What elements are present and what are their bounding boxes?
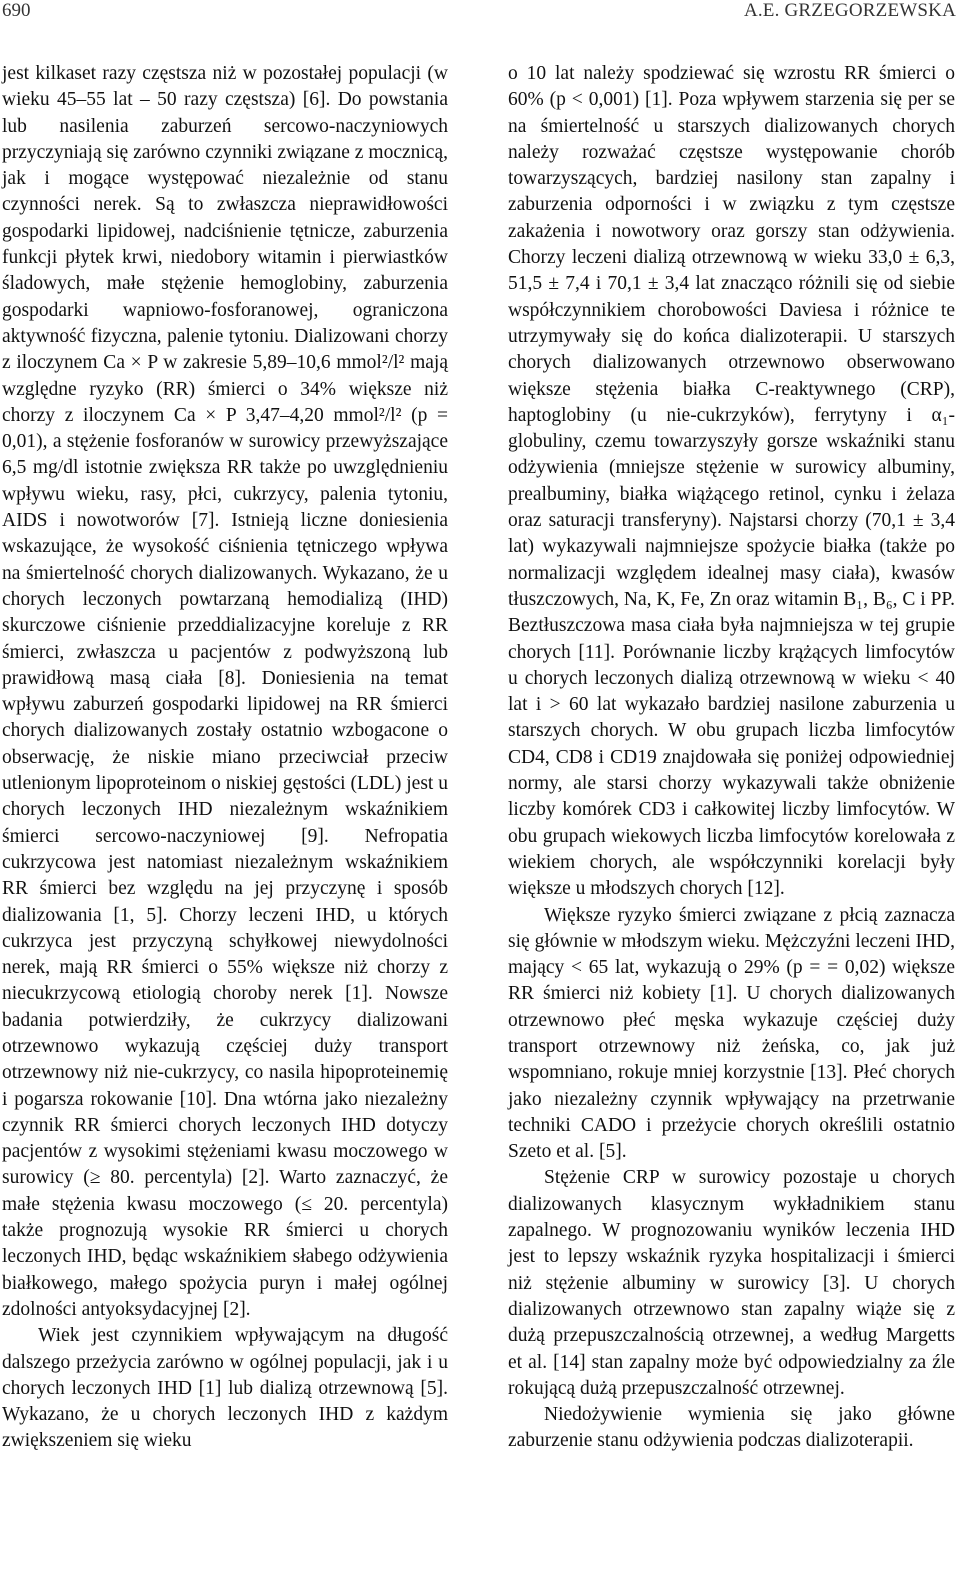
page-number: 690 [2,0,31,21]
body-paragraph: o 10 lat należy spodziewać się wzrostu RR śmierci o 60% (p < 0,001) [1]. Poza wpływem starzenia się per se na śmiertelność u starszych dializowanych chorych należy rozważać częstsze występowanie chorób towarzyszących, bardziej nasilony stan zapalny i zaburzenia odporności i w związku z tym częstsze zakażenia i nowotwory oraz gorszy stan odżywienia. Chorzy leczeni dializą otrzewnową w wieku 33,0 ± 6,3, 51,5 ± 7,4 i 70,1 ± 3,4 lat znacząco różnili się od siebie współczynnikiem chorobowości Daviesa i różnice te utrzymywały się do końca dializoterapii. U starszych chorych dializowanych otrzewnowo obserwowano większe stężenia białka C-reaktywnego (CRP), haptoglobiny (u nie-cukrzyków), ferrytyny i α₁-globuliny, czemu towarzyszyły gorsze wskaźniki stanu odżywienia (mniejsze stężenie w surowicy albuminy, prealbuminy, białka wiążącego retinol, cynku i żelaza oraz saturacji transferyny). Najstarsi chorzy (70,1 ± 3,4 lat) wykazywali najmniejsze spożycie białka (także po normalizacji względem idealnej masy ciała), kwasów tłuszczowych, Na, K, Fe, Zn oraz witamin B₁, B₆, C i PP. Beztłuszczowa masa ciała była najmniejsza w tej grupie chorych [11]. Porównanie liczby krążących limfocytów u chorych leczonych dializą otrzewnową w wieku < 40 lat i > 60 lat wykazało bardziej nasilone zaburzenia u starszych chorych. W obu grupach liczba limfocytów CD4, CD8 i CD19 znajdowała się poniżej odpowiedniej normy, ale starsi chorzy wykazywali także obniżenie liczby komórek CD3 i całkowitej liczby limfocytów. W obu grupach wiekowych liczba limfocytów korelowała z wiekiem chorych, ale współczynniki korelacji były większe u młodszych chorych [12]. [508,63,955,900]
body-paragraph: Stężenie CRP w surowicy pozostaje u chorych dializowanych klasycznym wykładnikiem stanu zapalnego. W prognozowaniu wyników leczenia IHD jest to lepszy wskaźnik ryzyka hospitalizacji i śmierci niż stężenie albuminy w surowicy [3]. U chorych dializowanych otrzewnowo stan zapalny wiąże się z dużą przepuszczalnością otrzewnej, a według Margetts et al. [14] stan zapalny może być odpowiedzialny za źle rokującą dużą przepuszczalność otrzewnej. [508,1167,955,1399]
page-header [2,0,956,24]
body-paragraph: jest kilkaset razy częstsza niż w pozostałej populacji (w wieku 45–55 lat – 50 razy częstsza) [6]. Do powstania lub nasilenia zaburzeń sercowo-naczyniowych przyczyniają się zarówno czynniki związane z mocznicą, jak i mogące występować niezależnie od stanu czynności nerek. Są to zwłaszcza nieprawidłowości gospodarki lipidowej, nadciśnienie tętnicze, zaburzenia funkcji płytek krwi, niedobory witamin i pierwiastków śladowych, małe stężenie hemoglobiny, zaburzenia gospodarki wapniowo-fosforanowej, ograniczona aktywność fizyczna, palenie tytoniu. Dializowani chorzy z iloczynem Ca × P w zakresie 5,89–10,6 mmol²/l² mają względne ryzyko (RR) śmierci o 34% większe niż chorzy z iloczynem Ca × P 3,47–4,20 mmol²/l² (p = 0,01), a stężenie fosforanów w surowicy przewyższające 6,5 mg/dl istotnie zwiększa RR także po uwzględnieniu wpływu wieku, rasy, płci, cukrzycy, palenia tytoniu, AIDS i nowotworów [7]. Istnieją liczne doniesienia wskazujące, że wysokość ciśnienia tętniczego wpływa na śmiertelność chorych dializowanych. Wykazano, że u chorych leczonych powtarzaną hemodializą (IHD) skurczowe ciśnienie przeddializacyjne koreluje z RR śmierci, zwłaszcza u pacjentów z podwyższoną lub prawidłową masą ciała [8]. Doniesienia na temat wpływu zaburzeń gospodarki lipidowej na RR śmierci chorych dializowanych zostały ostatnio wzbogacone o obserwację, że niskie miano przeciwciał przeciw utlenionym lipoproteinom o niskiej gęstości (LDL) jest u chorych leczonych IHD niezależnym wskaźnikiem śmierci sercowo-naczyniowej [9]. Nefropatia cukrzycowa jest natomiast niezależnym wskaźnikiem RR śmierci bez względu na jej przyczynę i sposób dializowania [1, 5]. Chorzy leczeni IHD, u których cukrzyca jest przyczyną schyłkowej niewydolności nerek, mają RR śmierci o 55% większe niż chorzy z niecukrzycową etiologią choroby nerek [1]. Nowsze badania potwierdziły, że cukrzycy dializowani otrzewnowo wykazują częściej duży transport otrzewnowy niż nie-cukrzycy, co nasila hipoproteinemię i pogarsza rokowanie [10]. Dna wtórna jako niezależny czynnik RR śmierci chorych leczonych IHD dotyczy pacjentów z wysokimi stężeniami kwasu moczowego w surowicy (≥ 80. percentyla) [2]. Warto zaznaczyć, że małe stężenia kwasu moczowego (≤ 20. percentyla) także prognozują wysokie RR śmierci u chorych leczonych IHD, będąc wskaźnikiem słabego odżywienia białkowego, małego spożycia puryn i małej ogólnej zdolności antyoksydacyjnej [2]. [2,63,448,1320]
running-head-author: A.E. GRZEGORZEWSKA [743,0,956,21]
body-paragraph: Wiek jest czynnikiem wpływającym na długość dalszego przeżycia zarówno w ogólnej populacji, jak i u chorych leczonych IHD [1] lub dializą otrzewnową [5]. Wykazano, że u chorych leczonych IHD z każdym zwiększeniem się wieku [2,1325,448,1452]
left-column [2,61,448,1455]
body-paragraph: Większe ryzyko śmierci związane z płcią zaznacza się głównie w młodszym wieku. Mężczyźni leczeni IHD, mający < 65 lat, wykazują o 29% (p = = 0,02) większe RR śmierci niż kobiety [1]. U chorych dializowanych otrzewnowo płeć męska wykazuje częściej duży transport otrzewnowy niż żeńska, co, jak już wspomniano, rokuje mniej korzystnie [13]. Płeć chorych jako niezależny czynnik wpływający na przetrwanie techniki CADO i przeżycie chorych określili ostatnio Szeto et al. [5]. [508,904,955,1163]
right-column [508,61,955,1455]
body-paragraph: Niedożywienie wymienia się jako główne zaburzenie stanu odżywienia podczas dializoterapii. [508,1404,955,1452]
